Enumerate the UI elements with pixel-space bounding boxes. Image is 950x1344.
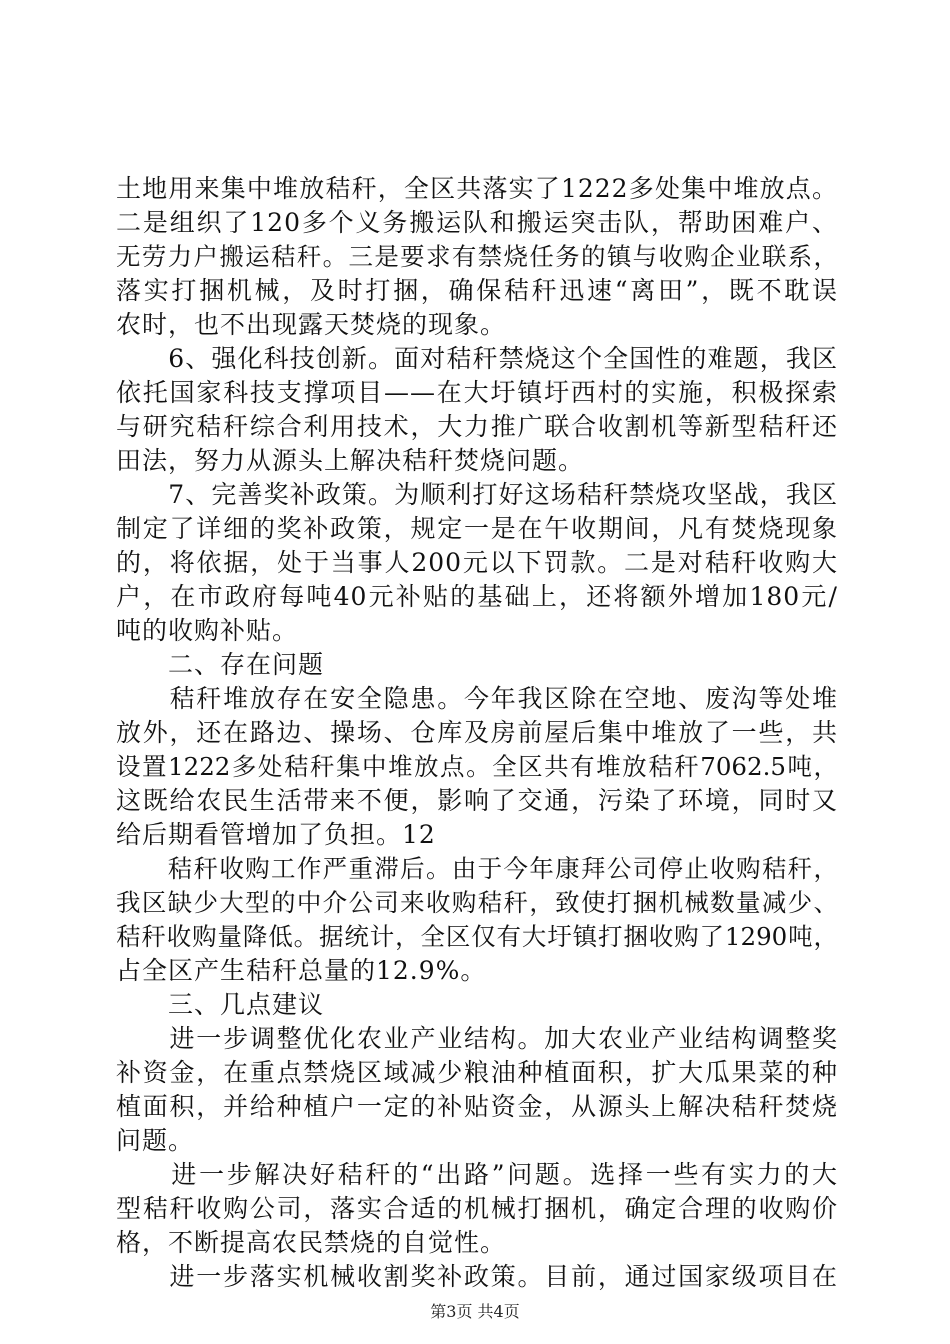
text-line: 吨的收购补贴。 [116, 616, 299, 645]
text-line: 植面积，并给种植户一定的补贴资金，从源头上解决秸秆焚烧 [116, 1092, 838, 1121]
text-line: 6、强化科技创新。面对秸秆禁烧这个全国性的难题，我区 [116, 344, 838, 373]
text-line: 7、完善奖补政策。为顺利打好这场秸秆禁烧攻坚战，我区 [116, 480, 838, 509]
text-line: 进一步落实机械收割奖补政策。目前，通过国家级项目在 [116, 1262, 838, 1291]
text-line: 户，在市政府每吨40元补贴的基础上，还将额外增加180元/ [116, 582, 838, 611]
text-line: 依托国家科技支撑项目——在大圩镇圩西村的实施，积极探索 [116, 378, 838, 407]
text-line: 秸秆收购量降低。据统计，全区仅有大圩镇打捆收购了1290吨， [116, 922, 838, 951]
text-line: 格，不断提高农民禁烧的自觉性。 [116, 1228, 507, 1257]
text-line: 的，将依据，处于当事人200元以下罚款。二是对秸秆收购大 [116, 548, 838, 577]
text-line: 无劳力户搬运秸秆。三是要求有禁烧任务的镇与收购企业联系， [116, 242, 838, 271]
text-line: 二、存在问题 [116, 650, 325, 679]
text-line: 设置1222多处秸秆集中堆放点。全区共有堆放秸秆7062.5吨， [116, 752, 838, 781]
text-line: 问题。 [116, 1126, 195, 1155]
page-footer: 第3页 共4页 [430, 1302, 520, 1321]
document-body [116, 172, 838, 1294]
text-line: 秸秆堆放存在安全隐患。今年我区除在空地、废沟等处堆 [116, 684, 838, 713]
text-line: 落实打捆机械，及时打捆，确保秸秆迅速“离田”，既不耽误 [116, 276, 838, 305]
text-line: 型秸秆收购公司，落实合适的机械打捆机，确定合理的收购价 [116, 1194, 838, 1223]
text-line: 放外，还在路边、操场、仓库及房前屋后集中堆放了一些，共 [116, 718, 838, 747]
text-line: 占全区产生秸秆总量的12.9%。 [116, 956, 487, 985]
text-line: 制定了详细的奖补政策，规定一是在午收期间，凡有焚烧现象 [116, 514, 838, 543]
text-line: 与研究秸秆综合利用技术，大力推广联合收割机等新型秸秆还 [116, 412, 838, 441]
text-line: 秸秆收购工作严重滞后。由于今年康拜公司停止收购秸秆， [116, 854, 838, 883]
text-line: 农时，也不出现露天焚烧的现象。 [116, 310, 507, 339]
text-line: 我区缺少大型的中介公司来收购秸秆，致使打捆机械数量减少、 [116, 888, 838, 917]
text-line: 二是组织了120多个义务搬运队和搬运突击队，帮助困难户、 [116, 208, 838, 237]
text-line: 给后期看管增加了负担。12 [116, 820, 436, 849]
text-line: 田法，努力从源头上解决秸秆焚烧问题。 [116, 446, 585, 475]
text-line: 这既给农民生活带来不便，影响了交通，污染了环境，同时又 [116, 786, 838, 815]
text-line: 进一步解决好秸秆的“出路”问题。选择一些有实力的大 [116, 1160, 838, 1189]
text-line: 进一步调整优化农业产业结构。加大农业产业结构调整奖 [116, 1024, 838, 1053]
text-line: 三、几点建议 [116, 990, 325, 1019]
text-line: 土地用来集中堆放秸秆，全区共落实了1222多处集中堆放点。 [116, 174, 838, 203]
text-line: 补资金，在重点禁烧区域减少粮油种植面积，扩大瓜果菜的种 [116, 1058, 838, 1087]
